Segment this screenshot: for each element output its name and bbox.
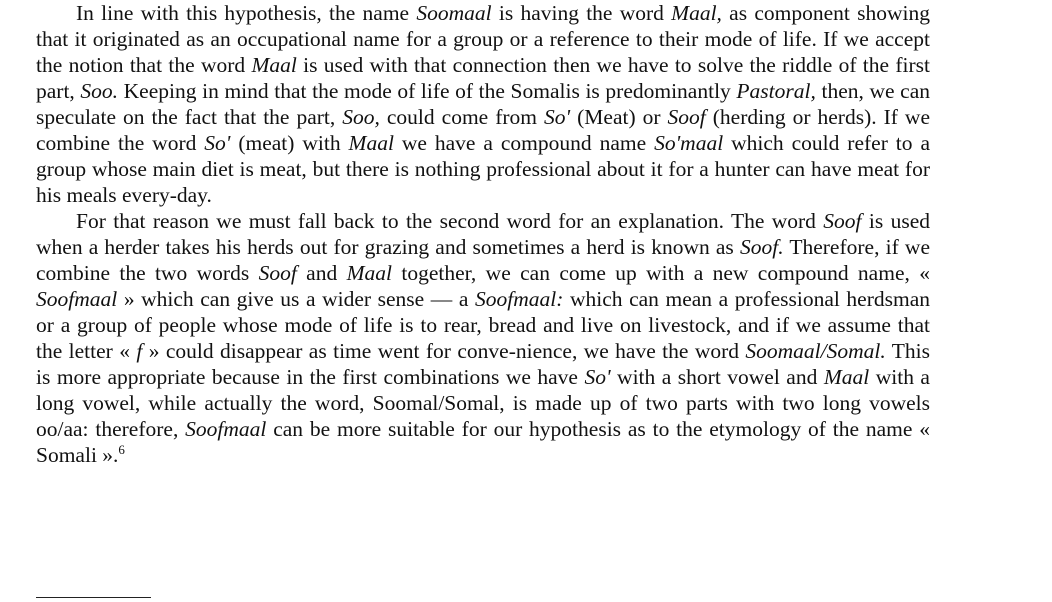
document-body [36,0,930,468]
text-run: which can mean a professional herdsman or a group of people whose mode of life is to rear, bread and live on livestock, and if we assume that the letter « [36,287,930,363]
italic-term: Soo, [342,105,380,129]
text-run: we have a compound name [393,131,655,155]
footnote-separator [36,597,151,598]
text-run: (meat) with [230,131,349,155]
footnote-reference[interactable]: 6 [118,442,125,457]
text-run: In line with this hypothesis, the name [76,1,417,25]
italic-term: Soomaal [416,1,492,25]
text-run: is used with that connection then we have to solve the riddle of the first part, [36,53,931,103]
text-run: (Meat) or [570,105,668,129]
italic-term: Soof. [739,235,784,259]
italic-term: Soo. [80,79,119,103]
italic-term: Soofmaal [185,417,267,441]
italic-term: Pastoral, [736,79,816,103]
text-run: which could refer to a group whose main diet is meat, but there is nothing professional about it for a hunter can have meat for his meals every-day. [36,131,931,207]
italic-term: So'maal [654,131,724,155]
italic-term: So' [544,105,571,129]
text-run: and [296,261,347,285]
italic-term: Maal [348,131,394,155]
italic-term: Soomaal/Somal. [745,339,886,363]
italic-term: Soof [667,105,706,129]
text-run: together, we can come up with a new compound name, « [391,261,930,285]
italic-term: So' [204,131,231,155]
text-run: is used when a herder takes his herds out for grazing and sometimes a herd is known as [36,209,930,259]
italic-term: Maal [251,53,297,77]
italic-term: Soofmaal: [474,287,564,311]
text-run: then, we can speculate on the fact that the part, [36,79,930,129]
italic-term: So' [584,365,611,389]
italic-term: Soof [258,261,297,285]
text-run: » could disappear as time went for conve-nience, we have the word [142,339,746,363]
italic-term: Maal [346,261,392,285]
text-run: » which can give us a wider sense — a [117,287,475,311]
text-run: with a long vowel, while actually the word, Soomal/Somal, is made up of two parts with two long vowels oo/aa: therefore, [36,365,930,441]
text-run: can be more suitable for our hypothesis as to the etymology of the name « Somali ». [36,417,930,467]
paragraph-2 [36,208,930,468]
text-run: Therefore, if we combine the two words [36,235,930,285]
text-run: (herding or herds). If we combine the word [36,105,930,155]
italic-term: Maal, [671,1,722,25]
text-run: with a short vowel and [610,365,824,389]
text-run: For that reason we must fall back to the second word for an explanation. The word [76,209,824,233]
italic-term: Soofmaal [36,287,118,311]
text-run: as component showing that it originated as an occupational name for a group or a reference to their mode of life. If we accept the notion that the word [36,1,930,77]
text-run: This is more appropriate because in the first combinations we have [36,339,930,389]
italic-term: f [136,339,143,363]
text-run: could come from [379,105,545,129]
italic-term: Maal [823,365,870,389]
paragraph-1 [36,0,930,208]
text-run: is having the word [491,1,672,25]
text-run: Keeping in mind that the mode of life of the Somalis is predominantly [118,79,737,103]
italic-term: Soof [823,209,862,233]
